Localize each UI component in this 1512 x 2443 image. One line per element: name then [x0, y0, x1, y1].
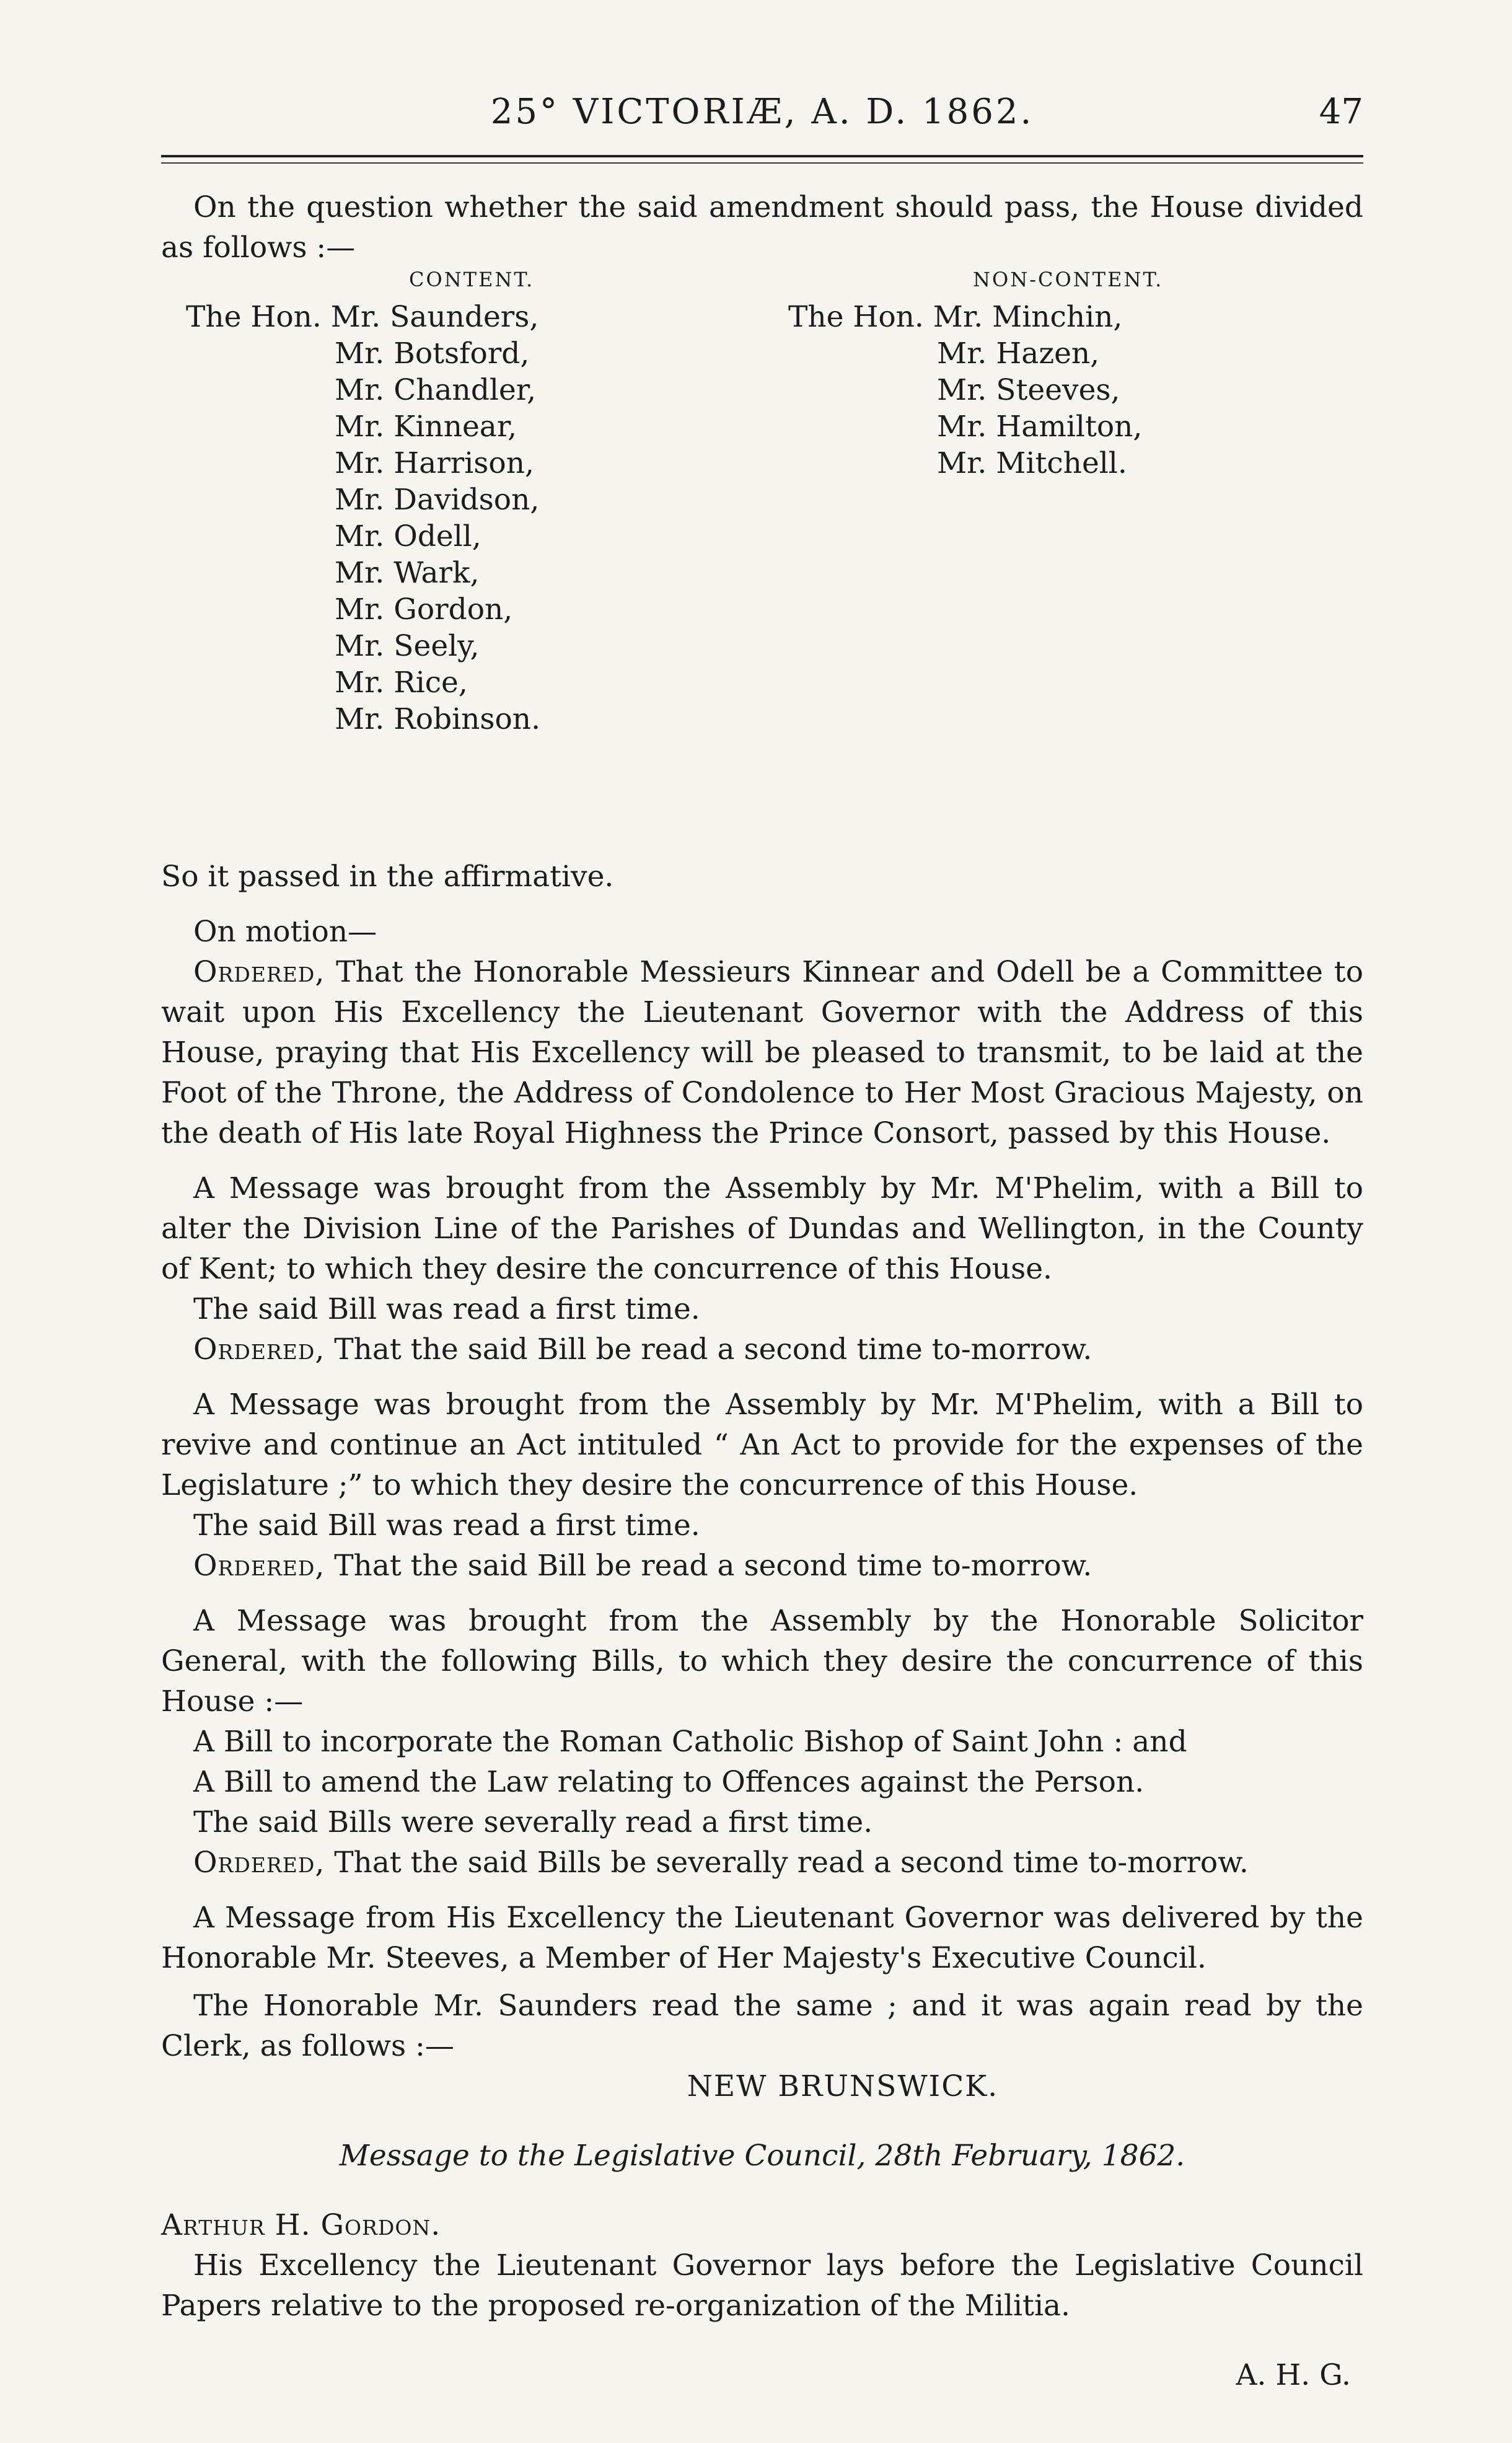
content-voter: Mr. Botsford, — [335, 337, 530, 371]
bill-1: A Bill to incorporate the Roman Catholic Bishop of Saint John : and — [193, 1725, 1187, 1759]
content-voter: Mr. Gordon, — [335, 592, 513, 627]
non-content-list — [788, 299, 1142, 482]
ordered-label: Ordered, — [193, 955, 325, 989]
division-vote-lists — [161, 268, 1363, 856]
assembly-message-1: A Message was brought from the Assembly by Mr. M'Phelim, with a Bill to alter the Division Line of the Parishes of Dundas and Wellington, in the County of Kent; to which they desire the concurrence of this House. — [161, 1171, 1363, 1286]
content-voter: Mr. Davidson, — [335, 483, 540, 517]
ordered-label: Ordered, — [193, 1846, 325, 1880]
ordered-text: That the said Bill be read a second time to-morrow. — [325, 1332, 1092, 1367]
non-content-voter: Mr. Hamilton, — [937, 410, 1143, 444]
first-reading-3: The said Bills were severally read a first time. — [193, 1805, 873, 1839]
ordered-text: That the said Bill be read a second time to-morrow. — [325, 1549, 1092, 1583]
content-voter: Mr. Chandler, — [335, 373, 537, 407]
assembly-message-2: A Message was brought from the Assembly by Mr. M'Phelim, with a Bill to revive and continue an Act intituled “ An Act to provide for the expenses of the Legislature ;” to which they desire the concurrence of this House. — [161, 1388, 1363, 1502]
content-heading: CONTENT. — [409, 268, 535, 291]
committee-order — [161, 952, 1363, 1153]
first-reading-1: The said Bill was read a first time. — [193, 1292, 700, 1326]
second-reading-order-3 — [161, 1842, 1363, 1883]
message-dateline: Message to the Legislative Council, 28th February, 1862. — [339, 2139, 1185, 2173]
content-voter: The Hon. Mr. Saunders, — [186, 300, 539, 334]
ordered-label: Ordered, — [193, 1549, 325, 1583]
bill-2: A Bill to amend the Law relating to Offences against the Person. — [193, 1765, 1145, 1799]
content-list — [186, 299, 540, 737]
message-signatory: Arthur H. Gordon. — [161, 2208, 441, 2242]
non-content-voter: Mr. Mitchell. — [937, 446, 1127, 480]
content-voter: Mr. Seely, — [335, 629, 480, 663]
governor-message-read: The Honorable Mr. Saunders read the same ; and it was again read by the Clerk, as follows :— — [161, 1989, 1363, 2063]
content-voter: Mr. Kinnear, — [335, 410, 517, 444]
division-intro: On the question whether the said amendment should pass, the House divided as follows :— — [161, 190, 1363, 265]
page-number: 47 — [1319, 92, 1363, 132]
non-content-heading: NON-CONTENT. — [973, 268, 1164, 291]
message-body: His Excellency the Lieutenant Governor lays before the Legislative Council Papers relative to the proposed re-organization of the Militia. — [161, 2248, 1363, 2323]
non-content-voter: Mr. Hazen, — [937, 337, 1100, 371]
ordered-text: That the said Bills be severally read a second time to-morrow. — [325, 1846, 1249, 1880]
second-reading-order-1 — [161, 1329, 1363, 1370]
non-content-voter: The Hon. Mr. Minchin, — [788, 300, 1123, 334]
content-voter: Mr. Odell, — [335, 519, 481, 553]
running-title: 25° VICTORIÆ, A. D. 1862. — [490, 92, 1034, 132]
header-rule-thin — [161, 162, 1363, 164]
non-content-voter: Mr. Steeves, — [937, 373, 1120, 407]
content-voter: Mr. Harrison, — [335, 446, 534, 480]
second-reading-order-2 — [161, 1546, 1363, 1586]
header-rule-thick — [161, 155, 1363, 157]
page-body — [161, 187, 1363, 2424]
first-reading-2: The said Bill was read a first time. — [193, 1508, 700, 1543]
ordered-text: That the Honorable Messieurs Kinnear and Odell be a Committee to wait upon His Excellency the Lieutenant Governor with the Address of this House, praying that His Excellency will be pleased to transmit, to be laid at the Foot of the Throne, the Address of Condolence to Her Most Gracious Majesty, on the death of His late Royal Highness the Prince Consort, passed by this House. — [161, 955, 1363, 1150]
message-initials: A. H. G. — [1236, 2358, 1351, 2392]
on-motion: On motion— — [193, 915, 377, 949]
message-place: NEW BRUNSWICK. — [687, 2069, 999, 2103]
page-header — [161, 92, 1363, 147]
content-voter: Mr. Wark, — [335, 556, 480, 590]
content-voter: Mr. Rice, — [335, 666, 468, 700]
assembly-message-3: A Message was brought from the Assembly by the Honorable Solicitor General, with the following Bills, to which they desire the concurrence of this House :— — [161, 1604, 1363, 1719]
division-result: So it passed in the affirmative. — [161, 860, 614, 894]
ordered-label: Ordered, — [193, 1332, 325, 1367]
content-voter: Mr. Robinson. — [335, 702, 541, 736]
governor-message-delivered: A Message from His Excellency the Lieutenant Governor was delivered by the Honorable Mr. Steeves, a Member of Her Majesty's Executive Council. — [161, 1901, 1363, 1975]
